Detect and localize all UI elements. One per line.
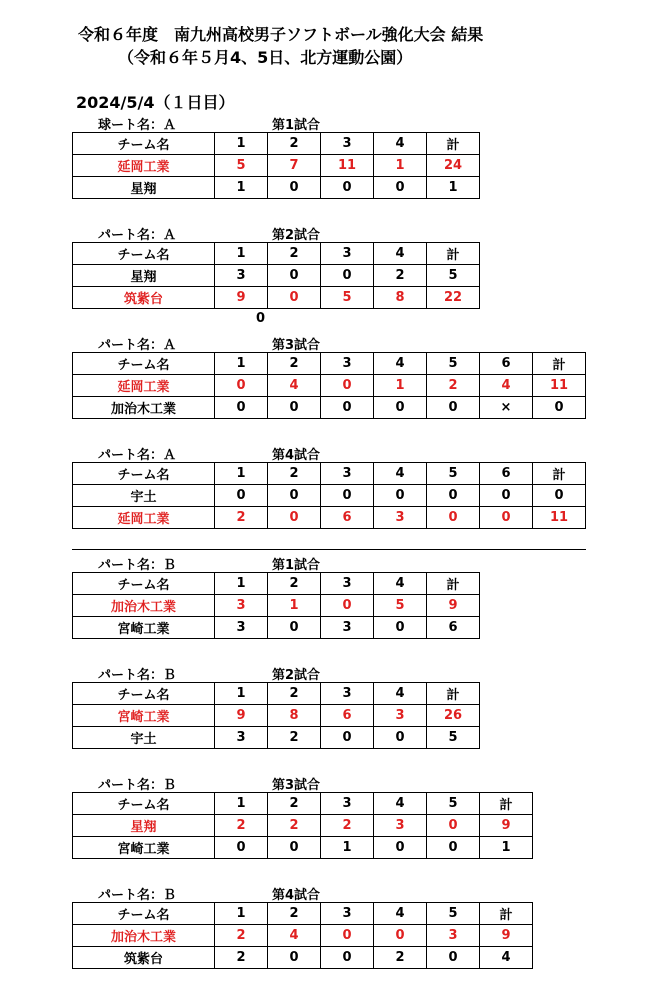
total-column-header: 計 [533, 353, 586, 375]
total-score-cell: 24 [427, 155, 480, 177]
table-row [73, 287, 480, 309]
score-table [72, 682, 480, 749]
inning-score-cell: 0 [268, 397, 321, 419]
inning-column-header: 3 [321, 683, 374, 705]
table-row [73, 925, 533, 947]
total-score-cell: 0 [533, 485, 586, 507]
inning-score-cell: 0 [321, 397, 374, 419]
table-row [73, 155, 480, 177]
inning-score-cell: 1 [374, 155, 427, 177]
inning-score-cell: 0 [215, 485, 268, 507]
inning-score-cell: 0 [480, 507, 533, 529]
inning-column-header: 5 [427, 903, 480, 925]
game-block [72, 442, 586, 529]
team-name-cell: 星翔 [73, 265, 215, 287]
inning-column-header: 1 [215, 903, 268, 925]
court-label: パート名：Ｂ [98, 668, 177, 683]
inning-score-cell: 0 [374, 617, 427, 639]
inning-score-cell: 0 [268, 265, 321, 287]
team-name-cell: 加治木工業 [73, 595, 215, 617]
team-name-cell: 宇土 [73, 727, 215, 749]
team-column-header: チーム名 [73, 903, 215, 925]
team-column-header: チーム名 [73, 793, 215, 815]
team-column-header: チーム名 [73, 683, 215, 705]
inning-score-cell: 1 [321, 837, 374, 859]
inning-score-cell: 5 [215, 155, 268, 177]
total-score-cell: 22 [427, 287, 480, 309]
inning-column-header: 3 [321, 463, 374, 485]
inning-score-cell: 0 [427, 815, 480, 837]
total-column-header: 計 [533, 463, 586, 485]
inning-score-cell: 0 [215, 375, 268, 397]
inning-score-cell: 0 [480, 485, 533, 507]
inning-score-cell: 0 [374, 837, 427, 859]
total-column-header: 計 [427, 683, 480, 705]
score-table [72, 132, 480, 199]
inning-column-header: 6 [480, 353, 533, 375]
inning-column-header: 1 [215, 243, 268, 265]
inning-score-cell: 5 [321, 287, 374, 309]
inning-score-cell: 2 [215, 925, 268, 947]
team-name-cell: 星翔 [73, 177, 215, 199]
inning-score-cell: 2 [215, 507, 268, 529]
inning-score-cell: 0 [374, 177, 427, 199]
total-score-cell: 9 [480, 925, 533, 947]
court-label: パート名：Ａ [98, 338, 177, 353]
total-score-cell: 11 [533, 507, 586, 529]
game-name: 第1試合 [272, 118, 321, 133]
table-row [73, 265, 480, 287]
table-row [73, 397, 586, 419]
team-name-cell: 延岡工業 [73, 155, 215, 177]
total-column-header: 計 [427, 573, 480, 595]
team-column-header: チーム名 [73, 463, 215, 485]
inning-score-cell: 2 [268, 815, 321, 837]
inning-score-cell: 6 [321, 507, 374, 529]
total-score-cell: 0 [533, 397, 586, 419]
inning-score-cell: 0 [268, 507, 321, 529]
inning-score-cell: 5 [374, 595, 427, 617]
inning-column-header: 5 [427, 353, 480, 375]
inning-score-cell: 0 [268, 837, 321, 859]
inning-score-cell: 0 [321, 925, 374, 947]
inning-score-cell: 1 [374, 375, 427, 397]
inning-score-cell: 0 [427, 507, 480, 529]
table-row [73, 947, 533, 969]
total-score-cell: 26 [427, 705, 480, 727]
inning-score-cell: 0 [374, 397, 427, 419]
team-column-header: チーム名 [73, 243, 215, 265]
inning-score-cell: 0 [215, 397, 268, 419]
game-header [72, 222, 480, 242]
total-score-cell: 5 [427, 727, 480, 749]
inning-score-cell: × [480, 397, 533, 419]
table-header-row [73, 463, 586, 485]
table-header-row [73, 793, 533, 815]
table-header-row [73, 353, 586, 375]
inning-column-header: 4 [374, 903, 427, 925]
game-header [72, 882, 533, 902]
inning-score-cell: 11 [321, 155, 374, 177]
inning-score-cell: 0 [321, 595, 374, 617]
inning-score-cell: 0 [427, 837, 480, 859]
total-score-cell: 4 [480, 947, 533, 969]
inning-column-header: 5 [427, 463, 480, 485]
game-block [72, 552, 480, 639]
table-header-row [73, 683, 480, 705]
team-name-cell: 延岡工業 [73, 375, 215, 397]
court-label: パート名：Ｂ [98, 888, 177, 903]
inning-column-header: 5 [427, 793, 480, 815]
inning-column-header: 3 [321, 793, 374, 815]
team-name-cell: 宇土 [73, 485, 215, 507]
inning-column-header: 1 [215, 353, 268, 375]
score-table [72, 352, 586, 419]
total-score-cell: 9 [480, 815, 533, 837]
inning-column-header: 3 [321, 903, 374, 925]
inning-score-cell: 3 [427, 925, 480, 947]
inning-score-cell: 8 [374, 287, 427, 309]
game-block [72, 112, 480, 199]
inning-score-cell: 3 [374, 815, 427, 837]
inning-score-cell: 3 [321, 617, 374, 639]
inning-column-header: 4 [374, 683, 427, 705]
inning-score-cell: 0 [321, 947, 374, 969]
inning-column-header: 2 [268, 793, 321, 815]
inning-score-cell: 2 [374, 265, 427, 287]
table-row [73, 595, 480, 617]
inning-score-cell: 2 [374, 947, 427, 969]
page-subtitle: （令和６年５月4、5日、北方運動公園） [118, 48, 413, 67]
inning-score-cell: 2 [321, 815, 374, 837]
inning-column-header: 4 [374, 463, 427, 485]
score-table [72, 242, 480, 309]
inning-column-header: 2 [268, 573, 321, 595]
table-row [73, 177, 480, 199]
team-name-cell: 加治木工業 [73, 397, 215, 419]
game-header [72, 552, 480, 572]
inning-column-header: 3 [321, 353, 374, 375]
total-score-cell: 9 [427, 595, 480, 617]
game-block [72, 772, 533, 859]
table-row [73, 485, 586, 507]
game-block [72, 332, 586, 419]
game-name: 第4試合 [272, 888, 321, 903]
inning-column-header: 4 [374, 573, 427, 595]
total-score-cell: 11 [533, 375, 586, 397]
inning-column-header: 1 [215, 573, 268, 595]
inning-score-cell: 2 [215, 815, 268, 837]
total-column-header: 計 [480, 793, 533, 815]
court-label: パート名：Ａ [98, 228, 177, 243]
inning-score-cell: 2 [268, 727, 321, 749]
inning-column-header: 1 [215, 463, 268, 485]
inning-column-header: 4 [374, 793, 427, 815]
score-table [72, 792, 533, 859]
score-table [72, 902, 533, 969]
table-row [73, 507, 586, 529]
table-row [73, 815, 533, 837]
inning-score-cell: 0 [374, 727, 427, 749]
game-name: 第1試合 [272, 558, 321, 573]
inning-column-header: 2 [268, 463, 321, 485]
team-name-cell: 宮崎工業 [73, 705, 215, 727]
inning-score-cell: 4 [268, 925, 321, 947]
inning-column-header: 2 [268, 353, 321, 375]
page-title: 令和６年度 南九州高校男子ソフトボール強化大会 結果 [78, 25, 484, 44]
inning-score-cell: 7 [268, 155, 321, 177]
inning-column-header: 1 [215, 133, 268, 155]
inning-score-cell: 0 [427, 485, 480, 507]
inning-score-cell: 0 [268, 287, 321, 309]
inning-score-cell: 1 [268, 595, 321, 617]
inning-score-cell: 6 [321, 705, 374, 727]
table-header-row [73, 243, 480, 265]
inning-column-header: 3 [321, 573, 374, 595]
team-column-header: チーム名 [73, 133, 215, 155]
inning-score-cell: 0 [374, 925, 427, 947]
team-name-cell: 延岡工業 [73, 507, 215, 529]
court-label: パート名：Ｂ [98, 778, 177, 793]
game-header [72, 332, 586, 352]
inning-column-header: 2 [268, 243, 321, 265]
inning-score-cell: 0 [374, 485, 427, 507]
inning-column-header: 3 [321, 243, 374, 265]
inning-score-cell: 0 [268, 617, 321, 639]
game-block [72, 882, 533, 969]
inning-score-cell: 3 [215, 265, 268, 287]
inning-score-cell: 8 [268, 705, 321, 727]
table-row [73, 727, 480, 749]
team-name-cell: 筑紫台 [73, 947, 215, 969]
inning-column-header: 4 [374, 243, 427, 265]
team-name-cell: 筑紫台 [73, 287, 215, 309]
team-name-cell: 宮崎工業 [73, 837, 215, 859]
inning-column-header: 1 [215, 793, 268, 815]
inning-score-cell: 0 [427, 947, 480, 969]
score-table [72, 462, 586, 529]
total-score-cell: 1 [427, 177, 480, 199]
team-name-cell: 星翔 [73, 815, 215, 837]
inning-column-header: 2 [268, 683, 321, 705]
inning-column-header: 2 [268, 903, 321, 925]
inning-score-cell: 0 [268, 947, 321, 969]
inning-score-cell: 3 [215, 595, 268, 617]
court-label: パート名：Ａ [98, 448, 177, 463]
team-column-header: チーム名 [73, 353, 215, 375]
inning-score-cell: 0 [427, 397, 480, 419]
table-row [73, 837, 533, 859]
inning-column-header: 2 [268, 133, 321, 155]
inning-score-cell: 3 [215, 727, 268, 749]
inning-score-cell: 0 [321, 375, 374, 397]
day-heading: 2024/5/4（１日目） [76, 93, 235, 112]
table-row [73, 617, 480, 639]
inning-score-cell: 3 [374, 705, 427, 727]
inning-column-header: 6 [480, 463, 533, 485]
game-name: 第2試合 [272, 228, 321, 243]
stray-value: 0 [256, 311, 266, 326]
table-header-row [73, 573, 480, 595]
table-header-row [73, 133, 480, 155]
section-divider [72, 549, 586, 550]
game-name: 第3試合 [272, 338, 321, 353]
inning-score-cell: 0 [268, 177, 321, 199]
inning-score-cell: 0 [321, 265, 374, 287]
game-name: 第4試合 [272, 448, 321, 463]
inning-score-cell: 3 [215, 617, 268, 639]
inning-score-cell: 0 [215, 837, 268, 859]
game-header [72, 662, 480, 682]
table-row [73, 375, 586, 397]
team-name-cell: 宮崎工業 [73, 617, 215, 639]
inning-score-cell: 9 [215, 287, 268, 309]
inning-score-cell: 0 [321, 485, 374, 507]
inning-score-cell: 4 [268, 375, 321, 397]
inning-score-cell: 0 [321, 727, 374, 749]
inning-score-cell: 0 [268, 485, 321, 507]
game-name: 第3試合 [272, 778, 321, 793]
inning-score-cell: 4 [480, 375, 533, 397]
court-label: パート名：Ｂ [98, 558, 177, 573]
table-header-row [73, 903, 533, 925]
game-header [72, 772, 533, 792]
game-header [72, 442, 586, 462]
inning-score-cell: 3 [374, 507, 427, 529]
court-label: 球ート名：Ａ [98, 118, 177, 133]
total-score-cell: 6 [427, 617, 480, 639]
table-row [73, 705, 480, 727]
inning-column-header: 3 [321, 133, 374, 155]
team-column-header: チーム名 [73, 573, 215, 595]
total-column-header: 計 [480, 903, 533, 925]
inning-score-cell: 2 [215, 947, 268, 969]
inning-score-cell: 9 [215, 705, 268, 727]
inning-score-cell: 2 [427, 375, 480, 397]
inning-score-cell: 0 [321, 177, 374, 199]
game-block [72, 222, 480, 309]
inning-column-header: 4 [374, 133, 427, 155]
game-header [72, 112, 480, 132]
total-column-header: 計 [427, 243, 480, 265]
inning-score-cell: 1 [215, 177, 268, 199]
total-score-cell: 1 [480, 837, 533, 859]
total-score-cell: 5 [427, 265, 480, 287]
game-name: 第2試合 [272, 668, 321, 683]
total-column-header: 計 [427, 133, 480, 155]
inning-column-header: 1 [215, 683, 268, 705]
score-table [72, 572, 480, 639]
team-name-cell: 加治木工業 [73, 925, 215, 947]
inning-column-header: 4 [374, 353, 427, 375]
game-block [72, 662, 480, 749]
